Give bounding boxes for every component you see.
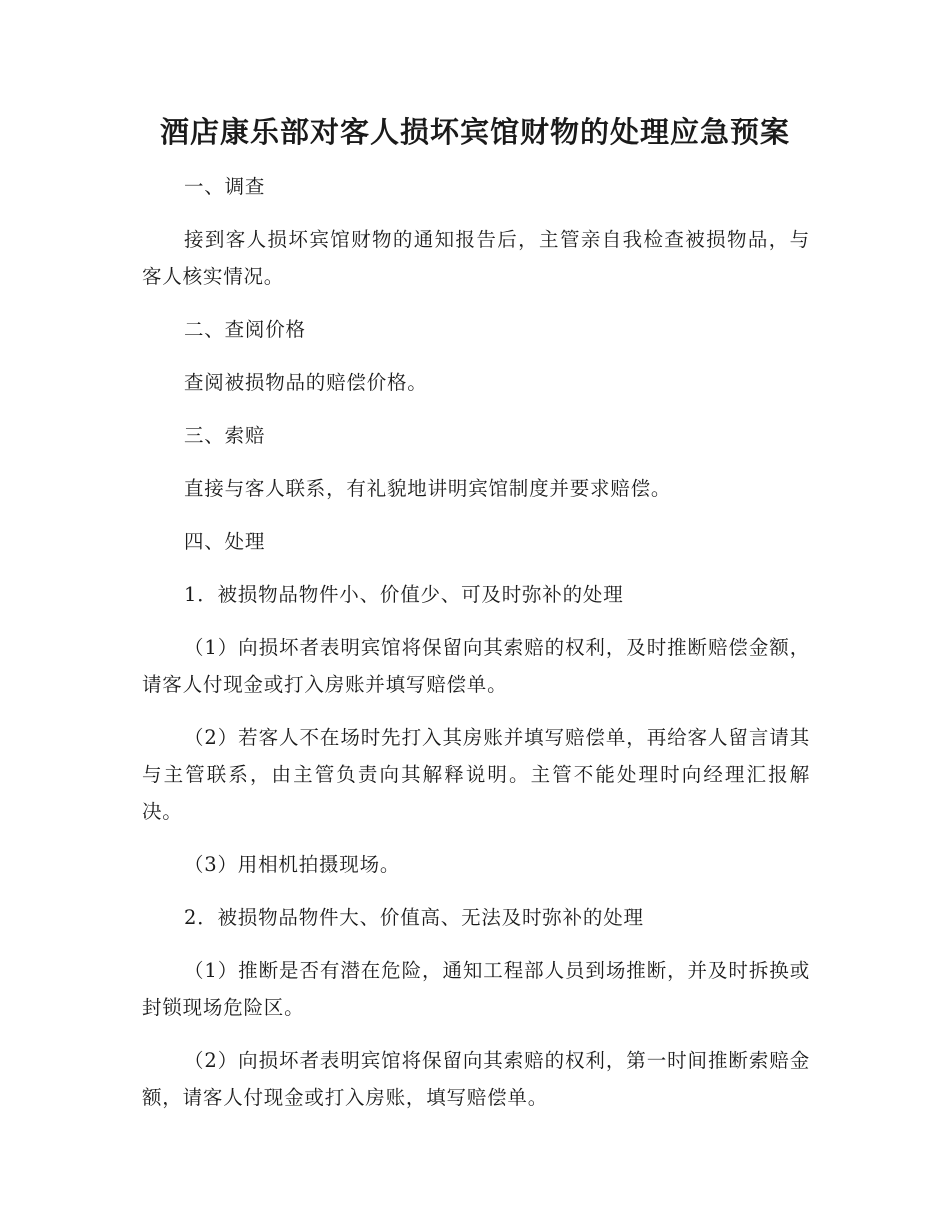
paragraph: 直接与客人联系，有礼貌地讲明宾馆制度并要求赔偿。	[184, 477, 672, 500]
subsection-heading: 1．被损物品物件小、价值少、可及时弥补的处理	[184, 583, 624, 606]
list-item: （2）向损坏者表明宾馆将保留向其索赔的权利，第一时间推断索赔金额，请客人付现金或打入房账，填写赔偿单。	[142, 1049, 810, 1109]
list-item: （1）推断是否有潜在危险，通知工程部人员到场推断，并及时拆换或封锁现场危险区。	[142, 959, 810, 1019]
list-item: （3）用相机拍摄现场。	[184, 853, 401, 876]
paragraph: 查阅被损物品的赔偿价格。	[184, 371, 428, 394]
list-item: （2）若客人不在场时先打入其房账并填写赔偿单，再给客人留言请其与主管联系，由主管负责向其解释说明。主管不能处理时向经理汇报解决。	[142, 726, 810, 823]
list-item: （1）向损坏者表明宾馆将保留向其索赔的权利，及时推断赔偿金额，请客人付现金或打入房账并填写赔偿单。	[142, 636, 810, 696]
subsection-heading: 2．被损物品物件大、价值高、无法及时弥补的处理	[184, 906, 644, 929]
section-heading-handling: 四、处理	[184, 530, 266, 553]
document-title: 酒店康乐部对客人损坏宾馆财物的处理应急预案	[159, 115, 790, 149]
section-heading-investigation: 一、调查	[184, 175, 266, 198]
section-heading-price: 二、查阅价格	[184, 318, 306, 341]
document-body	[142, 168, 810, 1116]
section-heading-claim: 三、索赔	[184, 424, 266, 447]
paragraph: 接到客人损坏宾馆财物的通知报告后，主管亲自我检查被损物品，与客人核实情况。	[142, 228, 810, 288]
